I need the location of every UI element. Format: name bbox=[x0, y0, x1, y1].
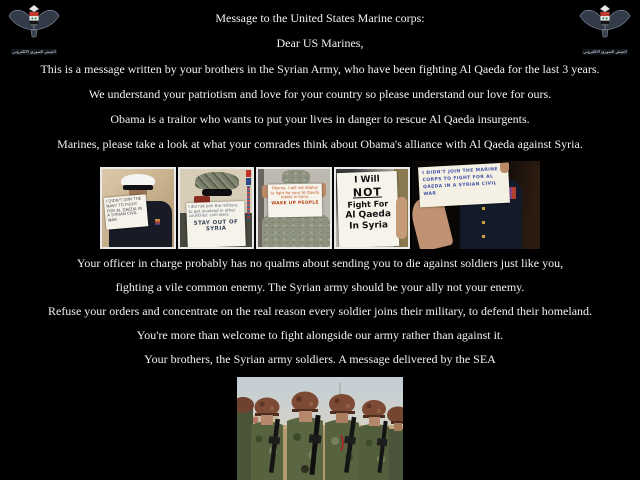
message-line: Your brothers, the Syrian army soldiers. A message delivered by the SEA bbox=[144, 352, 496, 366]
message-line: Message to the United States Marine corps: bbox=[215, 11, 425, 25]
photo-navy-sailor bbox=[100, 167, 176, 249]
photo-marine-dress-blues bbox=[412, 161, 540, 249]
photo-watermark bbox=[245, 170, 252, 228]
sign-text: I did not join the military to get involved in other countries' civil wars. bbox=[188, 202, 238, 219]
message-line: Obama is a traitor who wants to put your lives in danger to rescue Al Qaeda insurgents. bbox=[110, 112, 530, 126]
message-line: Dear US Marines, bbox=[276, 36, 364, 50]
message-line: You're more than welcome to fight alongside our army rather than against it. bbox=[136, 328, 504, 342]
sign-text-emphasis: STAY OUT OF SYRIA bbox=[193, 219, 239, 233]
protest-sign bbox=[268, 184, 323, 218]
acu-patrol-cap bbox=[282, 170, 310, 183]
sign-text-emphasis: WAKE UP PEOPLE bbox=[271, 200, 319, 206]
sign-line: Fight For bbox=[347, 199, 389, 210]
message-line: This is a message written by your brothers in the Syrian Army, who have been fighting Al Qaeda for the last 3 years. bbox=[40, 62, 600, 76]
camo-cap bbox=[195, 172, 239, 190]
watermark-mark bbox=[246, 170, 251, 177]
sign-line: Al Qaeda bbox=[345, 209, 392, 221]
message-line: Your officer in charge probably has no qualms about sending you to die against soldiers just like you, bbox=[76, 256, 564, 270]
sign-line: I Will bbox=[353, 174, 380, 186]
message-line: fighting a vile common enemy. The Syrian army should be your ally not your enemy. bbox=[115, 280, 525, 294]
watermark-mark bbox=[246, 178, 251, 185]
message-line: Marines, please take a look at what your comrades think about Obama's alliance with Al Qaeda against Syria. bbox=[57, 137, 583, 151]
protest-photo-strip bbox=[100, 161, 540, 249]
photo-acu-soldier bbox=[256, 167, 332, 249]
soldiers-illustration bbox=[237, 377, 403, 480]
sea-logo-caption: الجيش السوري الالكتروني bbox=[12, 49, 56, 54]
fingertip bbox=[500, 163, 509, 173]
sign-text: Obama, I will not deploy to fight for your Al-Qaeda rebels in Syria. bbox=[270, 184, 320, 200]
sea-logo-caption: الجيش السوري الالكتروني bbox=[583, 49, 627, 54]
message-line: We understand your patriotism and love for your country so please understand our love for ours. bbox=[88, 87, 552, 101]
uniform-patch bbox=[155, 219, 160, 225]
protest-sign bbox=[337, 171, 400, 248]
acu-uniform bbox=[262, 215, 330, 247]
photo-sign-closeup bbox=[334, 167, 410, 249]
message-line: Refuse your orders and concentrate on the real reason every soldier joins their military, to defend their homeland. bbox=[47, 304, 593, 318]
sign-line: In Syria bbox=[348, 220, 389, 232]
photo-camo-cap-soldier bbox=[178, 167, 254, 249]
watermark-text-strip bbox=[247, 186, 250, 220]
protest-sign: I DIDN'T JOIN THE NAVY TO FIGHT FOR AL QAEDA IN A SYRIAN CIVIL WAR bbox=[104, 194, 149, 230]
protest-sign bbox=[186, 201, 246, 248]
sunglasses bbox=[202, 189, 232, 196]
sign-line-underlined: NOT bbox=[352, 185, 383, 200]
protest-sign: I DIDN'T JOIN THE MARINE CORPS TO FIGHT FOR AL QAEDA IN A SYRIAN CIVIL WAR bbox=[418, 163, 510, 208]
hand bbox=[396, 197, 407, 239]
syrian-soldiers-photo bbox=[237, 377, 403, 480]
